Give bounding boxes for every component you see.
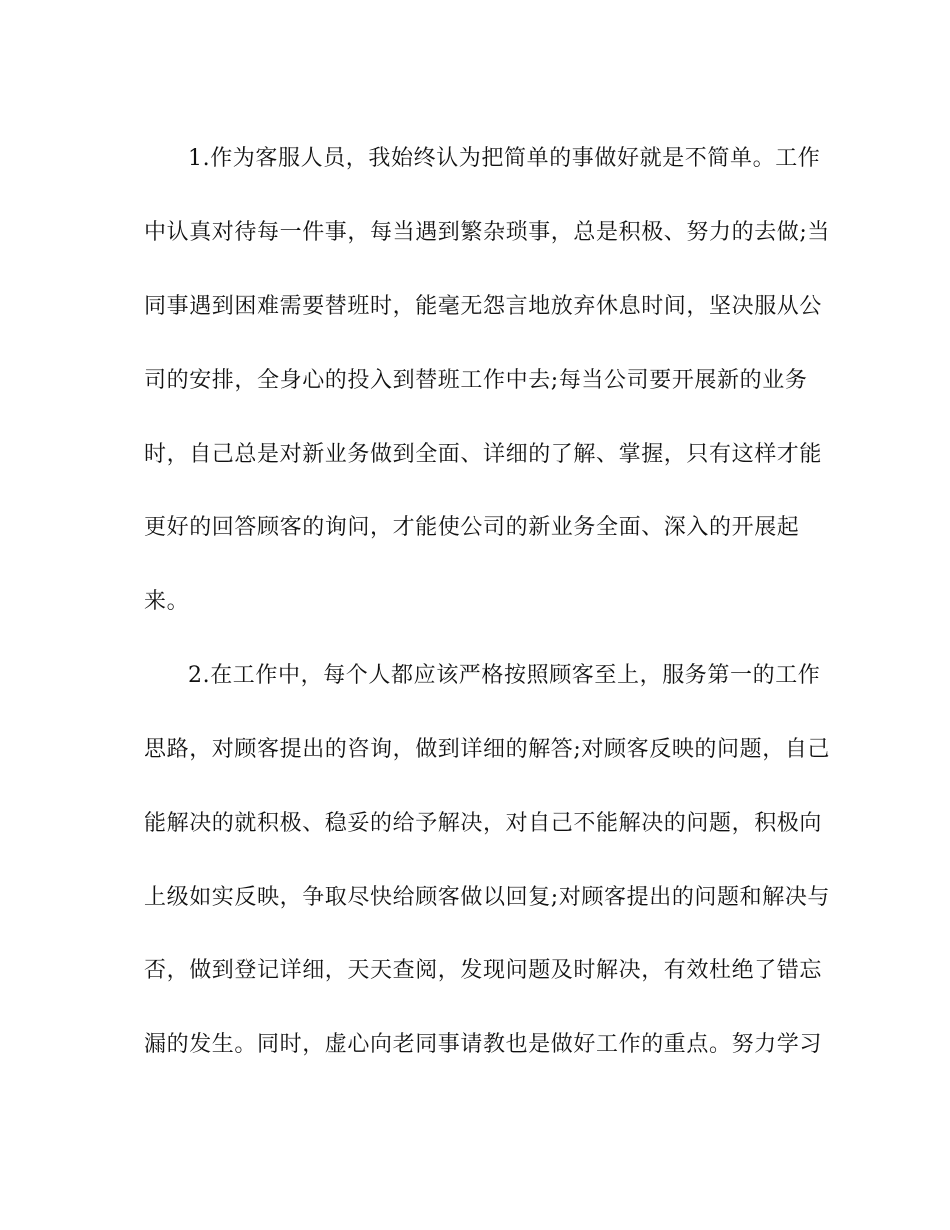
paragraph-1-line-7: 来。	[144, 589, 190, 614]
paragraph-2-line-3: 能解决的就积极、稳妥的给予解决，对自己不能解决的问题，积极向	[144, 811, 823, 836]
paragraph-1-line-1: 1.作为客服人员，我始终认为把简单的事做好就是不简单。工作	[188, 146, 821, 171]
paragraph-1-line-4: 司的安排，全身心的投入到替班工作中去;每当公司要开展新的业务	[144, 368, 808, 393]
paragraph-2-line-4: 上级如实反映，争取尽快给顾客做以回复;对顾客提出的问题和解决与	[144, 885, 831, 910]
paragraph-1-line-2: 中认真对待每一件事，每当遇到繁杂琐事，总是积极、努力的去做;当	[144, 220, 831, 245]
paragraph-2-line-5: 否，做到登记详细，天天查阅，发现问题及时解决，有效杜绝了错忘	[144, 958, 823, 983]
paragraph-2-line-6: 漏的发生。同时，虚心向老同事请教也是做好工作的重点。努力学习	[144, 1032, 823, 1057]
paragraph-1-line-5: 时，自己总是对新业务做到全面、详细的了解、掌握，只有这样才能	[144, 442, 823, 467]
paragraph-2-line-1: 2.在工作中，每个人都应该严格按照顾客至上，服务第一的工作	[188, 663, 821, 688]
paragraph-1-line-3: 同事遇到困难需要替班时，能毫无怨言地放弃休息时间，坚决服从公	[144, 294, 823, 319]
paragraph-2-line-2: 思路，对顾客提出的咨询，做到详细的解答;对顾客反映的问题，自己	[144, 737, 831, 762]
paragraph-1-line-6: 更好的回答顾客的询问，才能使公司的新业务全面、深入的开展起	[144, 515, 800, 540]
